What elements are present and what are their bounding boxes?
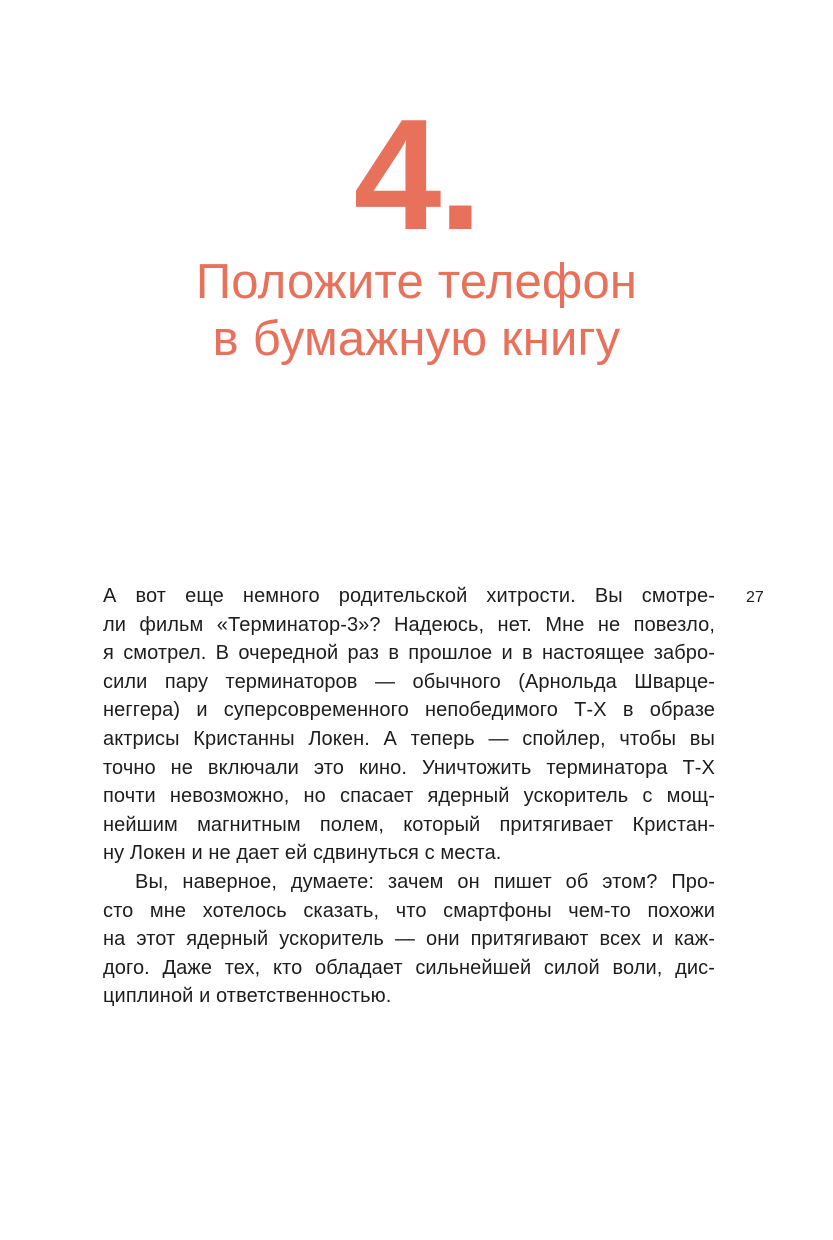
body-line: А вот еще немного родительской хитрости. Вы смотре-: [103, 585, 715, 607]
body-line: почти невозможно, но спасает ядерный ускоритель с мощ-: [103, 785, 715, 808]
body-line: циплиной и ответственностью.: [103, 985, 392, 1008]
body-line: сто мне хотелось сказать, что смартфоны чем-то похожи: [103, 899, 715, 922]
page-number: 27: [746, 589, 764, 606]
body-paragraph: [103, 582, 715, 868]
chapter-title: [0, 254, 833, 368]
chapter-title-line-2: в бумажную книгу: [212, 312, 621, 366]
body-line: я смотрел. В очередной раз в прошлое и в настоящее забро-: [103, 642, 715, 665]
chapter-title-line-1: Положите телефон: [195, 255, 638, 309]
body-line: неггера) и суперсовременного непобедимого Т-Х в образе: [103, 699, 715, 722]
body-line: сили пару терминаторов — обычного (Арнольда Шварце-: [103, 670, 715, 693]
body-line: Вы, наверное, думаете: зачем он пишет об этом? Про-: [135, 870, 715, 893]
chapter-number: 4.: [353, 87, 480, 263]
body-line: ну Локен и не дает ей сдвинуться с места.: [103, 842, 502, 865]
body-line: ли фильм «Терминатор-3»? Надеюсь, нет. Мне не повезло,: [103, 613, 715, 636]
body-paragraph: [103, 868, 715, 1011]
body-line: дого. Даже тех, кто обладает сильнейшей силой воли, дис-: [103, 956, 715, 979]
body-line: на этот ядерный ускоритель — они притягивают всех и каж-: [103, 928, 715, 951]
body-text: [103, 582, 715, 1011]
body-line: актрисы Кристанны Локен. А теперь — спойлер, чтобы вы: [103, 727, 715, 750]
body-line: нейшим магнитным полем, который притягивает Кристан-: [103, 813, 715, 836]
body-line: точно не включали это кино. Уничтожить терминатора Т-Х: [103, 756, 715, 779]
